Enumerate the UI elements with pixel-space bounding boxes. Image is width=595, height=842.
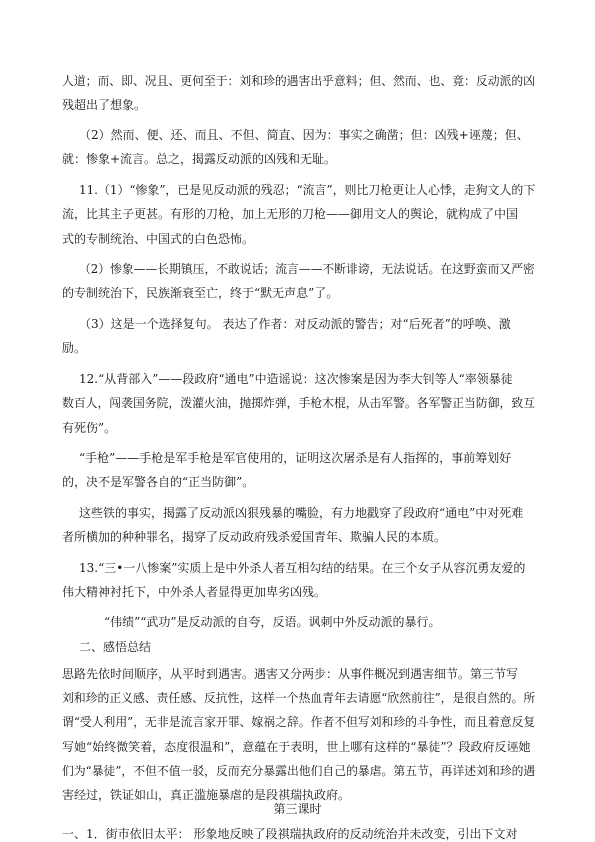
section-heading: 二、感悟总结 <box>79 640 152 654</box>
text-line: 写她“始终微笑着，态度很温和”，意蕴在于表明，世上哪有这样的“暴徒”？段政府反诬她 <box>62 740 531 754</box>
text-line: 伟大精神衬托下，中外杀人者显得更加卑劣凶残。 <box>62 585 327 599</box>
text-line: （2）惨象——长期镇压，不敢说话；流言——不断诽谤，无法说话。在这野蛮而又严密 <box>79 262 535 276</box>
text-line: 这些铁的事实，揭露了反动派凶狠残暴的嘴脸，有力地戳穿了段政府“通电”中对死难 <box>79 506 524 520</box>
text-line: 残超出了想象。 <box>62 98 147 112</box>
lesson-heading: 第三课时 <box>273 802 322 816</box>
text-line: 流，比其主子更甚。有形的刀枪，加上无形的刀枪——御用文人的舆论，就构成了中国 <box>62 207 519 221</box>
text-line: 有死伤”。 <box>62 421 117 435</box>
text-line: 人道；而、即、况且、更何至于：刘和珍的遇害出乎意料；但、然而、也、竟：反动派的凶 <box>62 74 536 88</box>
text-line: 13.“三•一八惨案”实质上是中外杀人者互相勾结的结果。在三个女子从容沉勇友爱的 <box>79 561 526 575</box>
text-line: 害经过，铁证如山，真正滥施暴虐的是段祺瑞执政府。 <box>62 788 351 802</box>
text-line: “手枪”——手枪是军手枪是军官使用的，证明这次屠杀是有人指挥的，事前筹划好 <box>79 451 512 465</box>
text-line: 式的专制统治、中国式的白色恐怖。 <box>62 232 255 246</box>
text-line: 12.“从背部入”——段政府“通电”中造谣说：这次惨案是因为李大钊等人“率领暴徒 <box>79 372 513 386</box>
text-line: （2）然而、便、还、而且、不但、简直、因为：事实之确凿；但：凶残+诬蔑；但、 <box>79 128 529 142</box>
text-line: 的专制统治下，民族渐衰至亡，终于“默无声息”了。 <box>62 286 339 300</box>
text-line: 刘和珍的正义感、责任感、反抗性，这样一个热血青年去请愿“欣然前往”，是很自然的。所 <box>62 691 536 705</box>
text-line: 就：惨象+流言。总之，揭露反动派的凶残和无耻。 <box>62 152 337 166</box>
text-line: （3）这是一个选择复句。 表达了作者：对反动派的警告；对“后死者”的呼唤、激 <box>79 317 511 331</box>
text-line: “伟绩”“武功”是反动派的自夸，反语。讽刺中外反动派的暴行。 <box>104 615 441 629</box>
text-line: 数百人，闯袭国务院，泼灌火油，抛掷炸弹，手枪木棍，从击军警。各军警正当防御，致互 <box>62 396 536 410</box>
text-line: 励。 <box>62 341 87 355</box>
text-line: 一、1．街市依旧太平： 形象地反映了段祺瑞执政府的反动统治并未改变，引出下文对 <box>62 827 518 841</box>
text-line: 者所横加的种种罪名，揭穿了反动政府残杀爱国青年、欺骗人民的本质。 <box>62 530 447 544</box>
text-line: 谓“受人利用”，无非是流言家开罪、嫁祸之辞。作者不但写刘和珍的斗争性，而且着意反复 <box>62 715 536 729</box>
text-line: 11.（1）“惨象”，已是见反动派的残忍；“流言”，则比刀枪更让人心悸，走狗文人的下 <box>79 183 536 197</box>
text-line: 思路先依时间顺序，从平时到遇害。遇害又分两步：从事件概况到遇害细节。第三节写 <box>62 667 519 681</box>
text-line: 的，决不是军警各自的“正当防御”。 <box>62 475 255 489</box>
text-line: 们为“暴徒”，不但不值一驳，反而充分暴露出他们自己的暴虐。第五节，再详述刘和珍的遇 <box>62 764 536 778</box>
